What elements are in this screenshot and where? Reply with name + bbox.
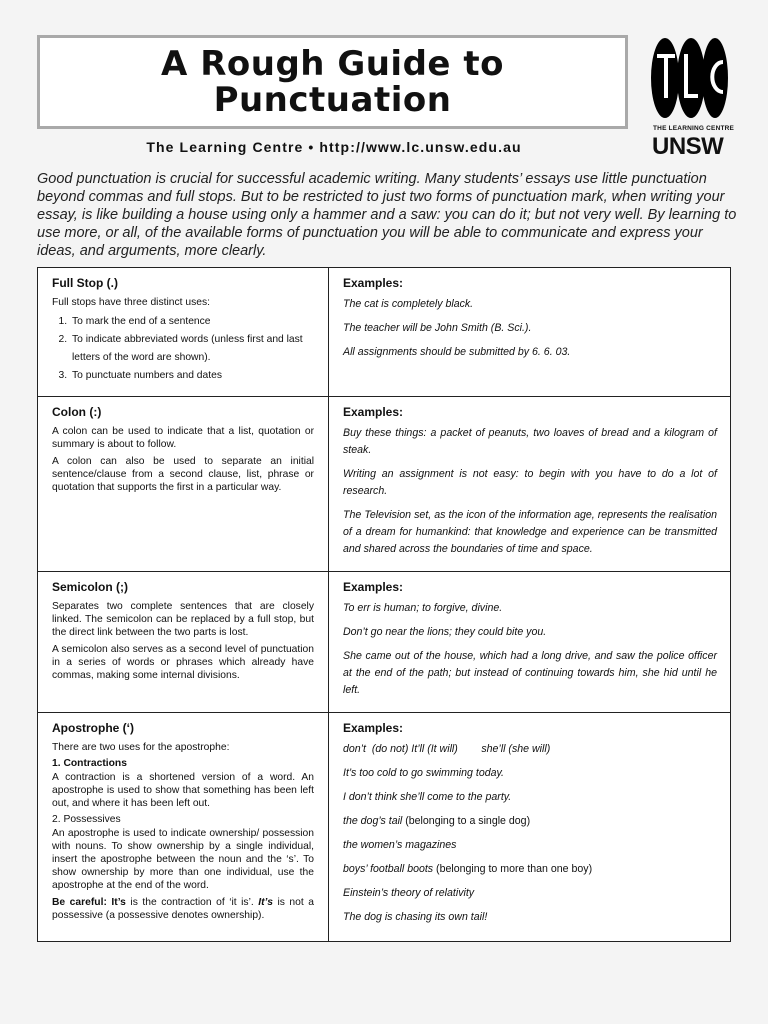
tlc-unsw-logo	[648, 34, 735, 162]
example-item: I don’t think she’ll come to the party.	[343, 791, 512, 803]
example-item: don’t (do not) It’ll (It will) she’ll (she will)	[343, 743, 551, 755]
examples-heading: Examples:	[343, 405, 404, 419]
title-line-1: A Rough Guide to	[161, 44, 504, 84]
example-item: The Television set, as the icon of the information age, represents the realisation of a dream for humankind: that knowledge and experience can be transmitted and shared across the boundaries of time and space.	[343, 509, 717, 555]
title-box	[37, 35, 628, 129]
example-item: Buy these things: a packet of peanuts, two loaves of bread and a kilogram of steak.	[343, 427, 717, 456]
semicolon-examples-cell	[329, 572, 730, 712]
logo-subtitle: THE LEARNING CENTRE	[653, 125, 735, 132]
list-item: 1. To mark the end of a sentence	[70, 313, 314, 331]
example-item: She came out of the house, which had a long drive, and saw the police officer at the end of the path; but instead of continuing towards him, she hid until he left.	[343, 650, 717, 696]
colon-rule-cell	[38, 397, 328, 571]
full-stop-rule-cell	[38, 268, 328, 396]
example-item: Einstein’s theory of relativity	[343, 887, 475, 899]
example-gloss: (belonging to a single dog)	[402, 815, 531, 827]
full-stop-lead: Full stops have three distinct uses:	[52, 297, 210, 308]
header-subtitle: The Learning Centre • http://www.lc.unsw.edu.au	[146, 139, 522, 155]
apostrophe-rule-cell	[38, 713, 328, 941]
title-line-2: Punctuation	[213, 80, 452, 120]
example-italic: boys’ football boots	[343, 863, 434, 875]
example-item	[343, 813, 717, 830]
its-word: It’s	[258, 897, 273, 908]
example-item: The teacher will be John Smith (B. Sci.).	[343, 322, 532, 334]
contractions-text: A contraction is a shortened version of a word. An apostrophe is used to show that something has been left out, and where it has been left out.	[52, 772, 314, 809]
possessives-heading: 2. Possessives	[52, 814, 121, 825]
be-careful-label: Be careful:	[52, 897, 107, 908]
examples-heading: Examples:	[343, 276, 404, 290]
example-item: Don’t go near the lions; they could bite you.	[343, 626, 547, 638]
possessives-text: An apostrophe is used to indicate ownership/ possession with nouns. To show ownership by a single individual, insert the apostrophe between the noun and the ‘s’. To show ownership by more than one individual, use the apostrophe at the end of the word.	[52, 828, 314, 891]
full-stop-heading: Full Stop (.)	[52, 276, 118, 290]
list-item: 2. To indicate abbreviated words (unless first and last letters of the word are shown).	[70, 331, 314, 367]
semicolon-paragraph: Separates two complete sentences that are closely linked. The semicolon can be replaced by a full stop, but the direct link between the two parts is lost.	[52, 601, 314, 638]
example-item	[343, 861, 717, 878]
contractions-heading: 1. Contractions	[52, 758, 127, 769]
colon-paragraph: A colon can also be used to separate an initial sentence/clause from a second clause, list, phrase or quotation that supports the first in a particular way.	[52, 456, 314, 493]
be-careful-note	[52, 896, 314, 922]
semicolon-rule-cell	[38, 572, 328, 712]
apostrophe-lead: There are two uses for the apostrophe:	[52, 742, 230, 753]
tlc-logo-graphic	[648, 34, 732, 126]
semicolon-heading: Semicolon (;)	[52, 580, 129, 594]
full-stop-uses-list	[52, 313, 314, 385]
punctuation-table	[37, 267, 731, 942]
intro-paragraph: Good punctuation is crucial for successful academic writing. Many students’ essays use little punctuation beyond commas and full stops. But to be restricted to just two forms of punctuation mark, when writing your essay, is like building a house using only a hammer and a saw: you can do it; but not very well. By learning to use more, or all, of the available forms of punctuation you will be able to communicate and express your ideas, and arguments, more clearly.	[37, 171, 737, 259]
examples-heading: Examples:	[343, 721, 404, 735]
full-stop-examples-cell	[329, 268, 730, 396]
example-item: All assignments should be submitted by 6. 6. 03.	[343, 346, 571, 358]
its-word: It’s	[111, 897, 126, 908]
semicolon-paragraph: A semicolon also serves as a second level of punctuation in a series of words or phrases which already have commas, making some internal divisions.	[52, 644, 314, 681]
colon-examples-cell	[329, 397, 730, 571]
list-item: 3. To punctuate numbers and dates	[70, 367, 314, 385]
page-title	[161, 46, 504, 118]
example-item: the women’s magazines	[343, 839, 457, 851]
example-item: The dog is chasing its own tail!	[343, 911, 488, 923]
examples-heading: Examples:	[343, 580, 404, 594]
careful-text: is not a possessive (a possessive denotes ownership).	[52, 897, 314, 921]
apostrophe-heading: Apostrophe (‘)	[52, 721, 134, 735]
logo-unsw: UNSW	[652, 133, 724, 160]
apostrophe-examples-cell	[329, 713, 730, 941]
colon-paragraph: A colon can be used to indicate that a list, quotation or summary is about to follow.	[52, 426, 314, 450]
colon-heading: Colon (:)	[52, 405, 102, 419]
example-item: Writing an assignment is not easy: to begin with you have to do a lot of research.	[343, 468, 717, 497]
example-gloss: (belonging to more than one boy)	[433, 863, 593, 875]
example-item: To err is human; to forgive, divine.	[343, 602, 503, 614]
example-italic: the dog’s tail	[343, 815, 403, 827]
example-item: The cat is completely black.	[343, 298, 474, 310]
careful-text: is the contraction of ‘it is’.	[125, 897, 259, 908]
example-item: It’s too cold to go swimming today.	[343, 767, 504, 779]
